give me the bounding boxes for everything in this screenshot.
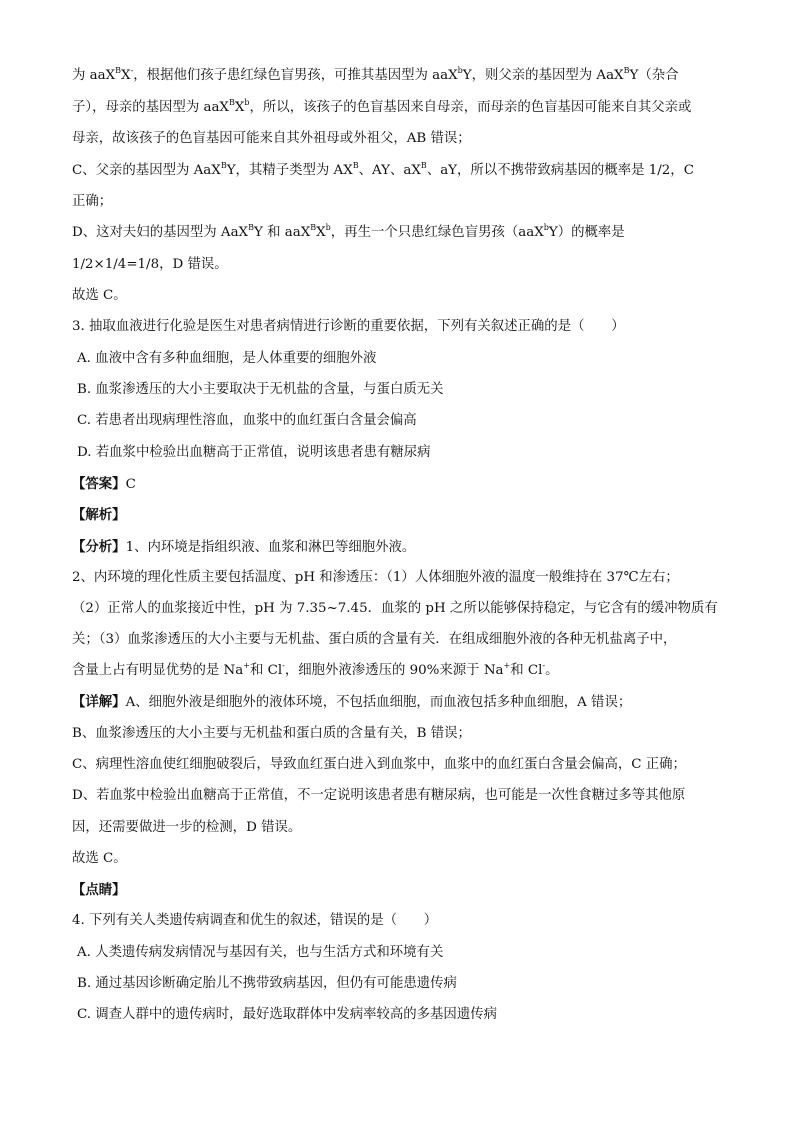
analysis-text-1: 1、内环境是指组织液、血浆和淋巴等细胞外液。	[125, 540, 416, 555]
detail-line-4: D、若血浆中检验出血糖高于正常值，不一定说明该患者患有糖尿病，也可能是一次性食糖过多等其他原	[72, 788, 686, 803]
question-3-option-b: B. 血浆渗透压的大小主要取决于无机盐的含量，与蛋白质无关	[77, 382, 444, 397]
comment-heading	[72, 880, 732, 901]
text-line-1: 为 aaX$^B$X-，根据他们孩子患红绿色盲男孩，可推其基因型为 aaX$^b$Y，则父亲的基因型为 AaX$^B$Y（杂合	[72, 66, 679, 83]
analysis-line-3: （2）正常人的血浆接近中性，pH 为 7.35~7.45．血浆的 pH 之所以能够保持稳定，与它含有的缓冲物质有	[72, 601, 718, 616]
question-4-option-b: B. 通过基因诊断确定胎儿不携带致病基因，但仍有可能患遗传病	[77, 976, 457, 991]
detail-answer-line: 故选 C。	[72, 851, 127, 866]
comment-tag: 【点睛】	[72, 882, 126, 898]
detail-line-5: 因，还需要做进一步的检测，D 错误。	[72, 820, 302, 835]
text-line-2: 子），母亲的基因型为 $aaX^BX^b$，所以，该孩子的色盲基因来自母亲，而母亲的色盲基因可能来自其父亲或	[72, 98, 692, 115]
question-3-option-a: A. 血液中含有多种血细胞，是人体重要的细胞外液	[77, 351, 377, 366]
answer-line	[72, 474, 732, 495]
question-3-option-c: C. 若患者出现病理性溶血，血浆中的血红蛋白含量会偏高	[77, 413, 417, 428]
text-line-3: 母亲，故该孩子的色盲基因可能来自其外祖母或外祖父，AB 错误；	[72, 131, 471, 146]
detail-line-3: C、病理性溶血使红细胞破裂后，导致血红蛋白进入到血浆中，血浆中的血红蛋白含量会偏高，C 正确；	[72, 757, 686, 772]
analysis-tag: 【解析】	[72, 507, 126, 523]
detail-text-1: A、细胞外液是细胞外的液体环境，不包括血细胞，而血液包括多种血细胞，A 错误；	[125, 695, 632, 710]
question-3-stem: 3. 抽取血液进行化验是医生对患者病情进行诊断的重要依据，下列有关叙述正确的是（ ）	[72, 319, 625, 334]
answer-tag: 【答案】	[72, 476, 126, 492]
question-4-option-a: A. 人类遗传病发病情况与基因有关，也与生活方式和环境有关	[77, 945, 444, 960]
analysis-line-1	[72, 537, 732, 558]
analysis-line-4: 关；（3）血浆渗透压的大小主要与无机盐、蛋白质的含量有关．在组成细胞外液的各种无机盐离子中，	[72, 632, 677, 647]
analysis-heading	[72, 505, 732, 526]
answer-choice-line: 故选 C。	[72, 288, 127, 303]
analysis-line-5: 含量上占有明显优势的是 Na+和 Cl-，细胞外液渗透压的 90%来源于 Na+和 Cl-。	[72, 661, 559, 678]
detail-tag: 【详解】	[72, 694, 126, 710]
question-3-option-d: D. 若血浆中检验出血糖高于正常值，说明该患者患有糖尿病	[77, 445, 431, 460]
answer-value: C	[125, 477, 136, 492]
option-d-explanation-line-2: 1/2×1/4=1/8，D 错误。	[72, 257, 228, 272]
option-c-explanation-line-2: 正确；	[72, 194, 113, 209]
question-4-stem: 4. 下列有关人类遗传病调查和优生的叙述，错误的是（ ）	[72, 913, 438, 928]
option-d-explanation-line-1: D、这对夫妇的基因型为 AaX$^B$Y 和 $aaX^BX^b$，再生一个只患红绿色盲男孩（aaX$^b$Y）的概率是	[72, 223, 625, 240]
analysis-sub-tag: 【分析】	[72, 539, 126, 555]
option-c-explanation-line-1: C、父亲的基因型为 AaX$^B$Y，其精子类型为 $AX^B$、AY、$aX^B$、aY，所以不携带致病基因的概率是 1/2，C	[72, 161, 694, 178]
detail-line-2: B、血浆渗透压的大小主要与无机盐和蛋白质的含量有关，B 错误；	[72, 726, 471, 741]
analysis-line-2: 2、内环境的理化性质主要包括温度、pH 和渗透压：（1）人体细胞外液的温度一般维持在 37℃左右；	[72, 570, 679, 585]
question-4-option-c: C. 调查人群中的遗传病时，最好选取群体中发病率较高的多基因遗传病	[77, 1007, 497, 1022]
detail-line-1	[72, 692, 732, 713]
